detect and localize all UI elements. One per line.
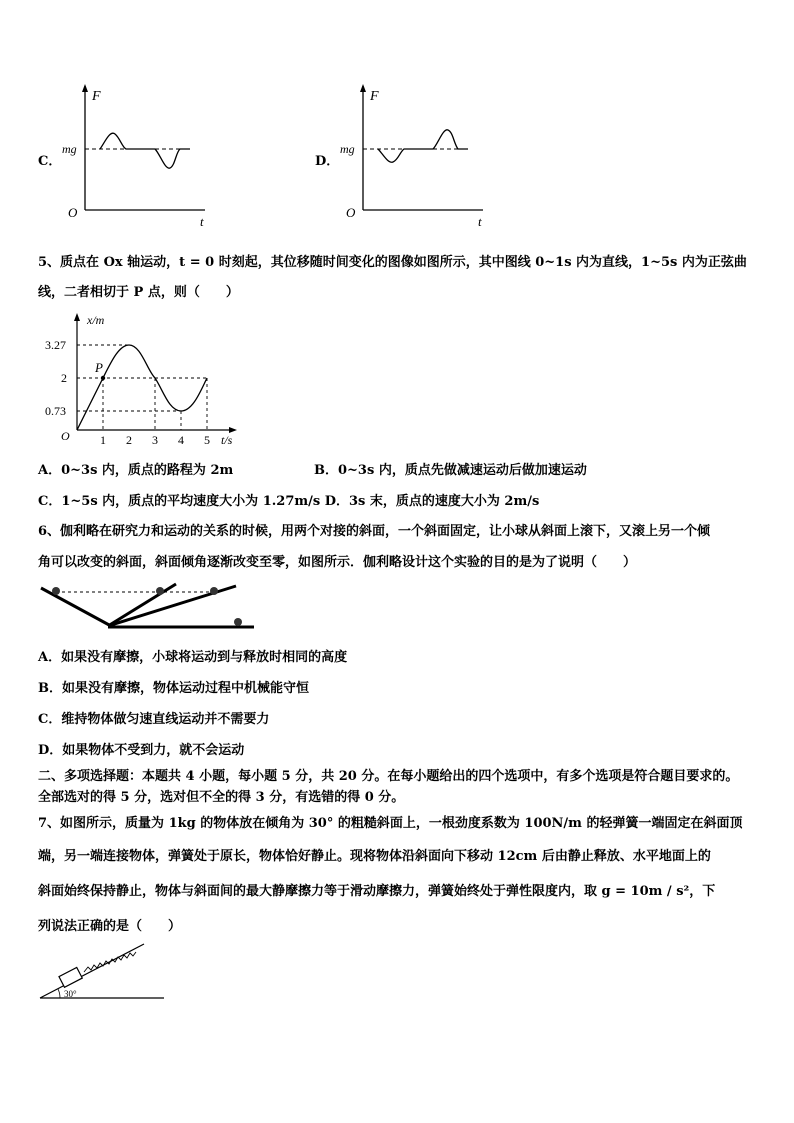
q5-option-a[interactable]: A．0~3s 内，质点的路程为 2m: [38, 463, 234, 478]
q5-text-line1: 5、质点在 Ox 轴运动，t = 0 时刻起，其位移随时间变化的图像如图所示，其中图线 0~1s 内为直线，1~5s 内为正弦曲: [38, 255, 747, 270]
q7-text-line1: 7、如图所示，质量为 1kg 的物体放在倾角为 30° 的粗糙斜面上，一根劲度系数为 100N/m 的轻弹簧一端固定在斜面顶: [38, 816, 743, 831]
q6-text-line2: 角可以改变的斜面，斜面倾角逐渐改变至零，如图所示．伽利略设计这个实验的目的是为了说明（ ）: [38, 555, 637, 570]
q5-origin-label: O: [61, 429, 70, 443]
graph-d-mg-label: mg: [340, 142, 355, 156]
q5-option-c-d[interactable]: C．1~5s 内，质点的平均速度大小为 1.27m/s D．3s 末，质点的速度大小为 2m/s: [38, 494, 540, 509]
q7-incline-figure: [36, 940, 171, 1005]
q5-xtick-2: 2: [126, 433, 132, 447]
graph-d-t-label: t: [478, 214, 482, 229]
option-c-label: C．: [38, 154, 62, 169]
q6-inclines-figure: [36, 580, 261, 635]
q5-xtick-1: 1: [100, 433, 106, 447]
q7-spring: [84, 952, 136, 972]
q7-incline-surface: [40, 944, 144, 998]
q7-text-line3: 斜面始终保持静止，物体与斜面间的最大静摩擦力等于滑动摩擦力，弹簧始终处于弹性限度内，取 g = 10m / s²，下: [38, 884, 716, 899]
q6-ball-flat: [234, 618, 242, 626]
q6-option-b[interactable]: B．如果没有摩擦，物体运动过程中机械能守恒: [38, 681, 309, 696]
q5-xtick-4: 4: [178, 433, 184, 447]
q5-text-line2: 线，二者相切于 P 点，则（ ）: [38, 285, 239, 300]
section2-heading-line2: 全部选对的得 5 分，选对但不全的得 3 分，有选错的得 0 分。: [38, 790, 405, 805]
graph-d: [338, 82, 498, 230]
q6-text-line1: 6、伽利略在研究力和运动的关系的时候，用两个对接的斜面，一个斜面固定，让小球从斜面上滚下，又滚上另一个倾: [38, 524, 711, 539]
q5-xtick-5: 5: [204, 433, 210, 447]
graph-d-origin-label: O: [346, 205, 356, 220]
graph-c-t-label: t: [200, 214, 204, 229]
graph-c-f-label: F: [92, 89, 101, 104]
q5-y-label: x/m: [87, 313, 105, 327]
graph-d-y-arrow: [360, 84, 366, 92]
q7-block: [59, 967, 82, 987]
graph-c-mg-label: mg: [62, 142, 77, 156]
q7-text-line2: 端，另一端连接物体，弹簧处于原长，物体恰好静止。现将物体沿斜面向下移动 12cm 后由静止释放、水平地面上的: [38, 849, 711, 864]
q5-line-segment: [77, 378, 103, 430]
graph-d-curve: [378, 130, 468, 162]
q6-ball-shallow: [210, 587, 218, 595]
q6-option-a[interactable]: A．如果没有摩擦，小球将运动到与释放时相同的高度: [38, 650, 348, 665]
q7-angle-arc: [58, 989, 60, 998]
option-d-label: D．: [315, 154, 340, 169]
q5-x-label: t/s: [221, 433, 233, 447]
q5-ytick-2: 2: [61, 371, 67, 385]
q6-incline-steep: [108, 584, 176, 626]
graph-c-origin-label: O: [68, 205, 78, 220]
section2-heading-line1: 二、多项选择题：本题共 4 小题，每小题 5 分，共 20 分。在每小题给出的四个选项中，有多个选项是符合题目要求的。: [38, 769, 739, 784]
q5-ytick-327: 3.27: [45, 338, 66, 352]
q5-xtick-3: 3: [152, 433, 158, 447]
graph-c-curve: [100, 133, 190, 168]
q5-p-label: P: [95, 360, 103, 375]
graph-d-f-label: F: [370, 89, 379, 104]
q6-option-d[interactable]: D．如果物体不受到力，就不会运动: [38, 743, 245, 758]
q7-angle-label: 30°: [64, 989, 77, 999]
q5-point-p: [101, 376, 105, 380]
q6-option-c[interactable]: C．维持物体做匀速直线运动并不需要力: [38, 712, 270, 727]
q5-xt-graph: [45, 310, 255, 450]
q6-ball-start: [52, 587, 60, 595]
graph-c: [60, 82, 220, 230]
q7-text-line4: 列说法正确的是（ ）: [38, 919, 182, 934]
q5-ytick-073: 0.73: [45, 404, 66, 418]
q5-y-arrow: [74, 313, 80, 321]
q5-option-b[interactable]: B．0~3s 内，质点先做减速运动后做加速运动: [314, 463, 587, 478]
graph-c-y-arrow: [82, 84, 88, 92]
q6-fixed-incline: [41, 588, 111, 626]
q6-ball-steep: [156, 587, 164, 595]
